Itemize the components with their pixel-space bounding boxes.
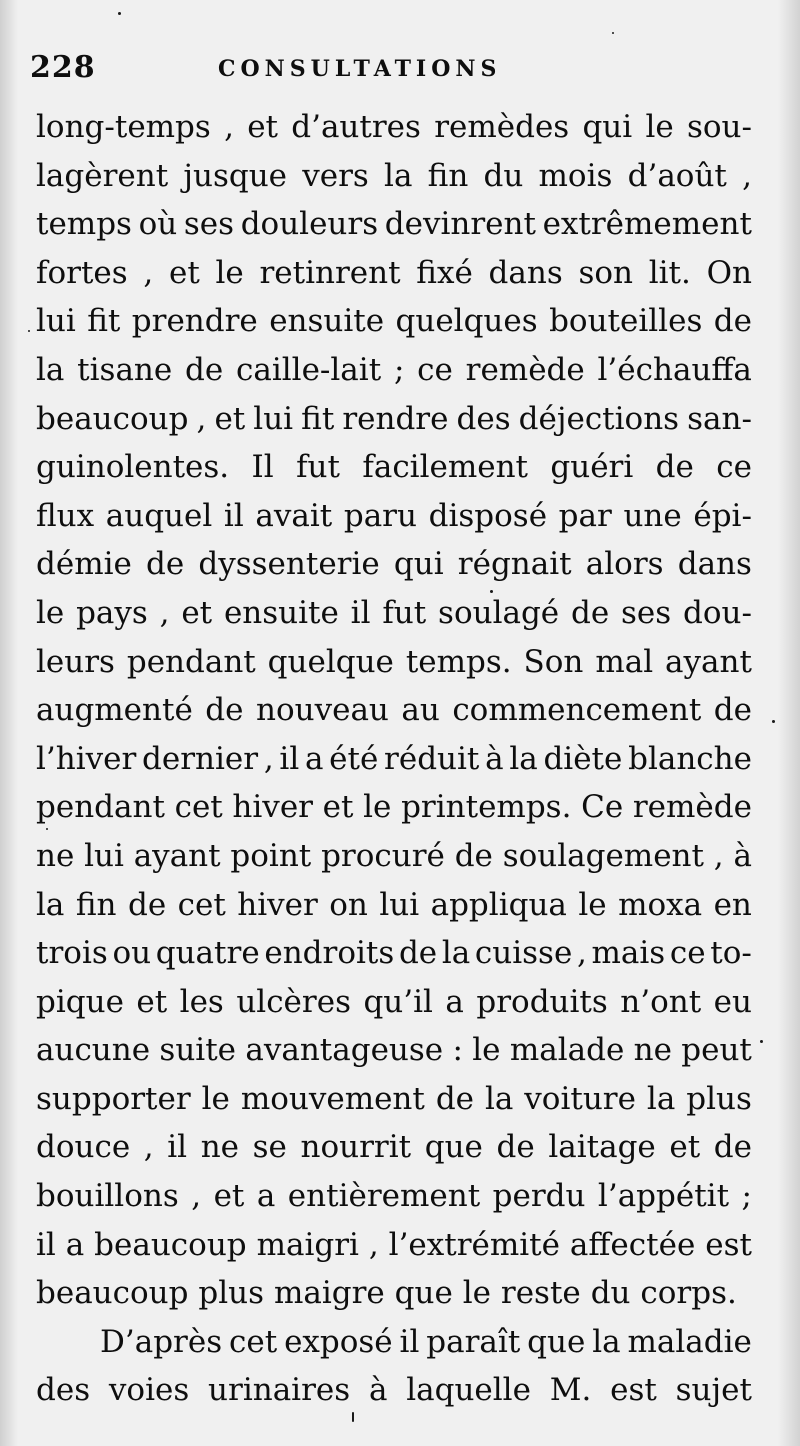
text-line: guinolentes. Il fut facilement guéri de ce [36, 449, 752, 486]
text-line: supporter le mouvement de la voiture la plus [36, 1080, 752, 1117]
page-edge-left [0, 0, 18, 1446]
body-text [36, 103, 752, 1415]
text-line: l’hiver dernier , il a été réduit à la diète blanche [36, 740, 752, 777]
text-line: lagèrent jusque vers la fin du mois d’août , [36, 157, 752, 194]
text-line: fortes , et le retinrent fixé dans son lit. On [36, 254, 752, 291]
text-line: beaucoup plus maigre que le reste du corps. [36, 1275, 737, 1312]
text-line: trois ou quatre endroits de la cuisse , mais ce to- [36, 935, 752, 972]
text-line: douce , il ne se nourrit que de laitage et de [36, 1129, 752, 1166]
text-line: il a beaucoup maigri , l’extrémité affectée est [36, 1226, 752, 1263]
text-line: lui fit prendre ensuite quelques bouteilles de [36, 303, 752, 340]
running-title: CONSULTATIONS [218, 56, 502, 82]
page-number: 228 [30, 50, 96, 85]
text-line: flux auquel il avait paru disposé par une épi- [36, 497, 752, 534]
running-head [30, 50, 750, 90]
text-line: long-temps , et d’autres remèdes qui le sou- [36, 109, 752, 145]
text-line: le pays , et ensuite il fut soulagé de ses dou- [36, 594, 752, 631]
text-line: beaucoup , et lui fit rendre des déjections san- [36, 400, 752, 437]
text-line: pique et les ulcères qu’il a produits n’ont eu [36, 983, 752, 1020]
text-line: aucune suite avantageuse : le malade ne peut [36, 1032, 752, 1069]
text-line: leurs pendant quelque temps. Son mal ayant [36, 643, 752, 680]
text-line: augmenté de nouveau au commencement de [36, 692, 752, 729]
text-line: D’après cet exposé il paraît que la maladie [100, 1323, 752, 1360]
text-line: des voies urinaires à laquelle M. est sujet [36, 1372, 752, 1409]
text-line: la fin de cet hiver on lui appliqua le moxa en [36, 886, 752, 923]
text-line: temps où ses douleurs devinrent extrêmement [36, 206, 752, 243]
text-line: ne lui ayant point procuré de soulagement , à [36, 837, 752, 874]
text-line: la tisane de caille-lait ; ce remède l’échauffa [36, 351, 752, 388]
text-line: pendant cet hiver et le printemps. Ce remède [36, 789, 752, 826]
page-edge-right [778, 0, 800, 1446]
text-line: démie de dyssenterie qui régnait alors dans [36, 546, 752, 583]
text-line: bouillons , et a entièrement perdu l’appétit ; [36, 1178, 752, 1215]
